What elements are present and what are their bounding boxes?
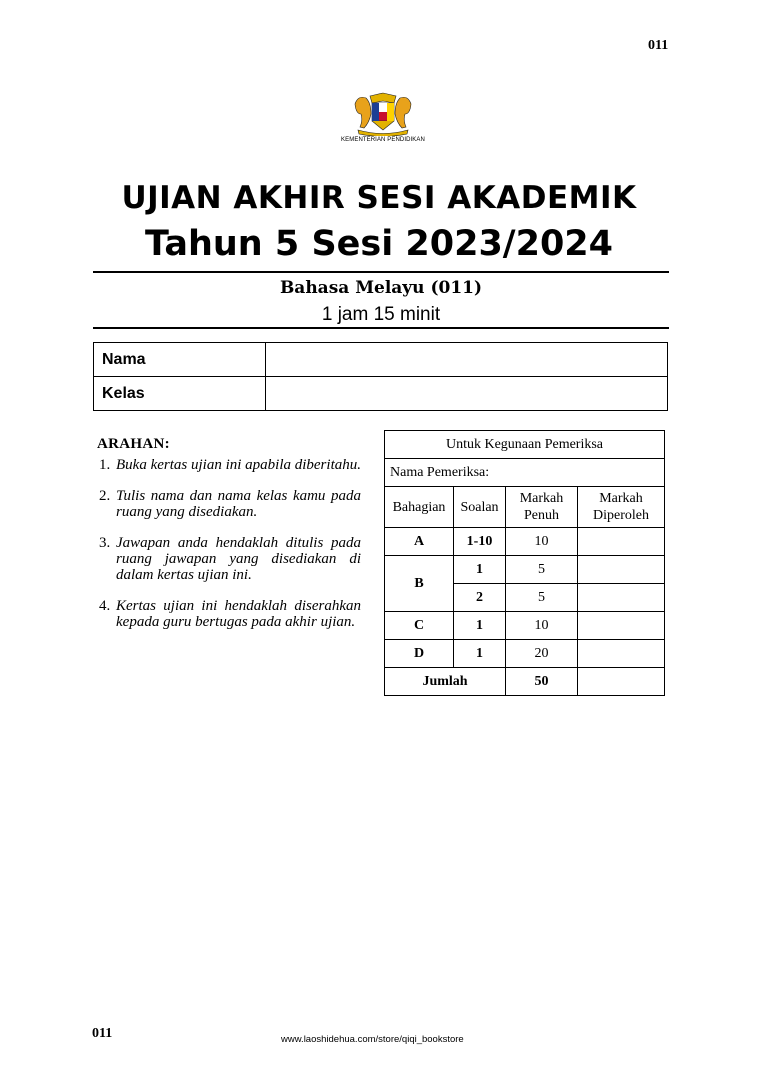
- instruction-number: 2.: [99, 488, 111, 504]
- instruction-item: [97, 488, 361, 520]
- page-code-bottom: 011: [92, 1026, 113, 1041]
- col-header-markah-diperoleh: Markah Diperoleh: [578, 487, 665, 528]
- malaysia-coat-of-arms-icon: [350, 92, 416, 136]
- identity-label-kelas: Kelas: [94, 377, 266, 411]
- instructions-list: [97, 457, 361, 630]
- crest-caption: KEMENTERIAN PENDIDIKAN: [341, 137, 425, 143]
- section-cell: B: [385, 556, 454, 612]
- instruction-text: Tulis nama dan nama kelas kamu pada ruang yang disediakan.: [116, 488, 361, 520]
- obtained-mark-field[interactable]: [578, 612, 665, 640]
- identity-label-nama: Nama: [94, 343, 266, 377]
- instruction-item: [97, 535, 361, 583]
- table-row: [385, 556, 665, 584]
- total-row: [385, 668, 665, 696]
- question-cell: 1-10: [454, 528, 506, 556]
- exam-title: UJIAN AKHIR SESI AKADEMIK: [121, 180, 637, 216]
- nama-field[interactable]: [266, 343, 668, 377]
- table-row: [385, 612, 665, 640]
- question-cell: 1: [454, 612, 506, 640]
- examiner-name-field[interactable]: Nama Pemeriksa:: [385, 459, 665, 487]
- total-label: Jumlah: [385, 668, 506, 696]
- instruction-number: 1.: [99, 457, 111, 473]
- table-row: [385, 528, 665, 556]
- divider-top: [93, 271, 669, 273]
- ministry-crest: [338, 92, 428, 154]
- instruction-text: Buka kertas ujian ini apabila diberitahu.: [116, 457, 361, 473]
- col-header-bahagian: Bahagian: [385, 487, 454, 528]
- full-mark-cell: 5: [506, 584, 578, 612]
- section-cell: A: [385, 528, 454, 556]
- col-header-soalan: Soalan: [454, 487, 506, 528]
- footer-url[interactable]: www.laoshidehua.com/store/qiqi_bookstore: [281, 1034, 464, 1045]
- full-mark-cell: 20: [506, 640, 578, 668]
- col-header-markah-penuh: Markah Penuh: [506, 487, 578, 528]
- total-value: 50: [506, 668, 578, 696]
- instruction-text: Jawapan anda hendaklah ditulis pada ruang jawapan yang disediakan di dalam kertas ujian ini.: [116, 535, 361, 583]
- instruction-text: Kertas ujian ini hendaklah diserahkan kepada guru bertugas pada akhir ujian.: [116, 598, 361, 630]
- question-cell: 1: [454, 640, 506, 668]
- divider-bottom: [93, 327, 669, 329]
- instructions: [97, 436, 361, 645]
- examiner-table: [384, 430, 665, 696]
- identity-row-kelas: [94, 377, 668, 411]
- obtained-mark-field[interactable]: [578, 556, 665, 584]
- subject-line: Bahasa Melayu (011): [279, 278, 483, 298]
- instructions-heading: ARAHAN:: [97, 436, 170, 452]
- identity-row-nama: [94, 343, 668, 377]
- page-code-top: 011: [648, 38, 669, 53]
- obtained-mark-field[interactable]: [578, 528, 665, 556]
- obtained-total-field[interactable]: [578, 668, 665, 696]
- kelas-field[interactable]: [266, 377, 668, 411]
- duration-line: 1 jam 15 minit: [321, 304, 441, 325]
- section-cell: C: [385, 612, 454, 640]
- exam-subtitle: Tahun 5 Sesi 2023/2024: [144, 224, 614, 264]
- table-row: [385, 640, 665, 668]
- obtained-mark-field[interactable]: [578, 584, 665, 612]
- instruction-number: 4.: [99, 598, 111, 614]
- identity-table: [93, 342, 668, 411]
- full-mark-cell: 5: [506, 556, 578, 584]
- examiner-table-title: Untuk Kegunaan Pemeriksa: [385, 431, 665, 459]
- question-cell: 2: [454, 584, 506, 612]
- instruction-item: [97, 457, 361, 473]
- obtained-mark-field[interactable]: [578, 640, 665, 668]
- instruction-number: 3.: [99, 535, 111, 551]
- question-cell: 1: [454, 556, 506, 584]
- full-mark-cell: 10: [506, 528, 578, 556]
- instruction-item: [97, 598, 361, 630]
- section-cell: D: [385, 640, 454, 668]
- full-mark-cell: 10: [506, 612, 578, 640]
